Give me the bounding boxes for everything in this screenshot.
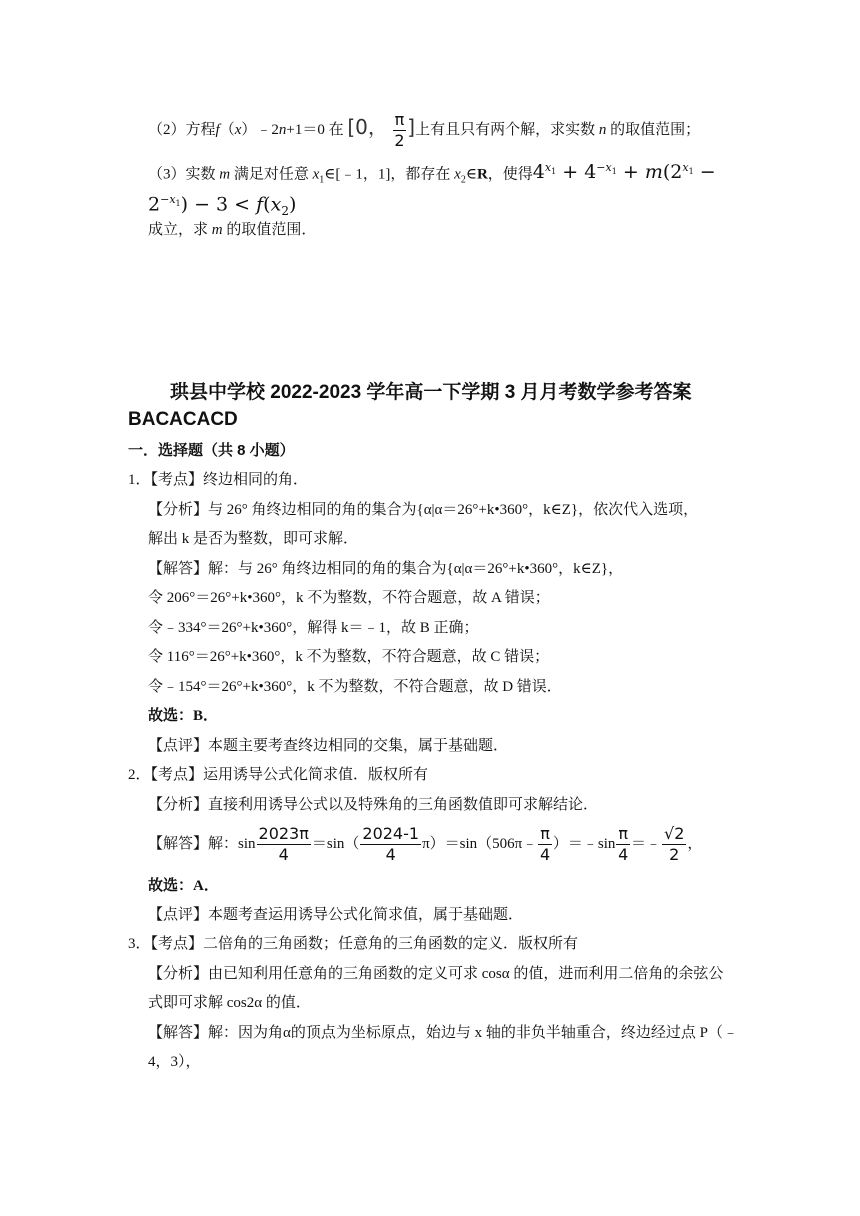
fraction-sqrt2-over-2 (662, 824, 686, 865)
frac-num: π (394, 110, 405, 129)
q3-m: m (219, 166, 231, 183)
q2-text: ）﹣2 (241, 121, 279, 138)
q1-option-b: 令﹣334°＝26°+k•360°，解得 k＝﹣1，故 B 正确； (148, 620, 479, 636)
q2-text: （2）方程 (148, 121, 216, 138)
fraction-2024-1-over-4 (360, 824, 421, 865)
q3-R: R (476, 166, 488, 183)
q3-jieda-l1: 【解答】解：因为角α的顶点为坐标原点，始边与 x 轴的非负半轴重合，终边经过点 P（﹣ (148, 1025, 738, 1041)
q2-text: 的取值范围； (610, 121, 701, 138)
q1-choice: 故选：B． (148, 708, 219, 724)
q2-choice: 故选：A． (148, 878, 219, 894)
q3-text: 成立，求 (148, 222, 209, 238)
q1-jieda: 【解答】解：与 26° 角终边相同的角的集合为{α|α＝26°+k•360°，k∈Z}， (148, 561, 624, 577)
fraction-pi-over-4 (616, 824, 630, 865)
jieda-text: ＝﹣ (631, 836, 662, 852)
frac-num: π (540, 824, 550, 844)
jieda-text: 【解答】解：sin (148, 836, 256, 852)
q2-jieda (148, 822, 702, 866)
q3-x1-sub: 1 (319, 174, 325, 186)
q3-x2: x (454, 166, 461, 183)
fraction-2023pi-over-4 (257, 824, 311, 865)
interval-right: ] (407, 114, 416, 139)
problem-2-line (148, 110, 700, 151)
q3-kaodian (128, 934, 578, 954)
q2-x: x (234, 121, 242, 138)
q2-text: +1＝0 在 (286, 121, 344, 138)
q1-option-a: 令 206°＝26°+k•360°，k 不为整数，不符合题意，故 A 错误； (148, 590, 550, 606)
answer-key: BACACACD (128, 409, 238, 430)
fraction-pi-over-4 (538, 824, 552, 865)
frac-den: 2 (394, 131, 405, 150)
q2-n: n (278, 121, 287, 138)
q2-fenxi: 【分析】直接利用诱导公式以及特殊角的三角函数值即可求解结论． (148, 797, 599, 813)
q1-option-c: 令 116°＝26°+k•360°，k 不为整数，不符合题意，故 C 错误； (148, 649, 550, 665)
frac-den: 4 (539, 845, 551, 865)
frac-num: 2023π (258, 824, 309, 844)
problem-3-line (148, 158, 716, 190)
frac-den: 4 (385, 845, 396, 865)
q1-kaodian (128, 470, 308, 490)
q3-formula-part1: $4^{x_1} + 4^{-x_1} + m(2^{x_1}$ − (532, 161, 716, 184)
q2-f: f (215, 121, 220, 138)
frac-den: 2 (669, 845, 680, 865)
kaodian: 【考点】二倍角的三角函数；任意角的三角函数的定义．版权所有 (150, 936, 579, 952)
interval-left: [0， (347, 114, 388, 139)
q3-jieda-l2: 4，3）， (148, 1054, 201, 1070)
jieda-text: ＝sin（ (311, 836, 360, 852)
q2-text: 上有且只有两个解，求实数 (415, 121, 596, 138)
q3-x2-sub: 2 (460, 174, 466, 186)
q-num: 1． (128, 472, 151, 488)
q3-text: （3）实数 (148, 166, 216, 183)
frac-num: √2 (664, 824, 685, 844)
frac-num: 2024-1 (362, 824, 420, 844)
q2-n: n (598, 121, 607, 138)
answer-title: 珙县中学校 2022-2023 学年高一下学期 3 月月考数学参考答案 (170, 382, 692, 403)
q3-fenxi-l2: 式即可求解 cos2α 的值． (148, 995, 311, 1011)
q3-m: m (211, 222, 223, 238)
q3-text: 满足对任意 (233, 166, 309, 183)
q3-text: ，使得 (487, 166, 533, 183)
jieda-text: ， (687, 836, 703, 852)
q1-option-d: 令﹣154°＝26°+k•360°，k 不为整数，不符合题意，故 D 错误． (148, 679, 562, 695)
q2-text: （ (219, 121, 235, 138)
kaodian: 【考点】运用诱导公式化简求值．版权所有 (150, 767, 429, 783)
frac-den: 4 (618, 845, 629, 865)
section-heading: 一．选择题（共 8 小题） (128, 442, 295, 459)
q3-text: 的取值范围． (226, 222, 317, 238)
q1-fenxi-l2: 解出 k 是否为整数，即可求解． (148, 531, 359, 547)
q3-x1: x (312, 166, 320, 183)
q3-text: ∈ (465, 166, 477, 183)
q2-dianping: 【点评】本题考查运用诱导公式化简求值，属于基础题． (148, 907, 524, 923)
problem-3-tail (148, 220, 316, 240)
q1-fenxi-l1: 【分析】与 26° 角终边相同的角的集合为{α|α＝26°+k•360°，k∈Z}，依次代入选项， (148, 502, 699, 518)
frac-den: 4 (278, 845, 289, 865)
formula-text: 4 (532, 161, 545, 184)
jieda-text: ）＝﹣sin (552, 836, 616, 852)
q3-text: ∈[﹣1，1]，都存在 (324, 166, 451, 183)
q3-fenxi-l1: 【分析】由已知利用任意角的三角函数的定义可求 cosα 的值，进而利用二倍角的余弦公 (148, 966, 724, 982)
fraction-pi-over-2 (393, 110, 407, 151)
kaodian: 【考点】终边相同的角． (150, 472, 309, 488)
problem-3-formula-line2: $2^{-x_1}) - 3 < f(x_2)$ (148, 193, 297, 219)
q1-dianping: 【点评】本题主要考查终边相同的交集，属于基础题． (148, 738, 509, 754)
formula-text: 2 (148, 193, 161, 216)
q-num: 3． (128, 936, 151, 952)
q2-kaodian (128, 765, 428, 785)
q-num: 2． (128, 767, 151, 783)
jieda-text: π）＝sin（506π﹣ (422, 836, 538, 852)
frac-num: π (618, 824, 629, 844)
